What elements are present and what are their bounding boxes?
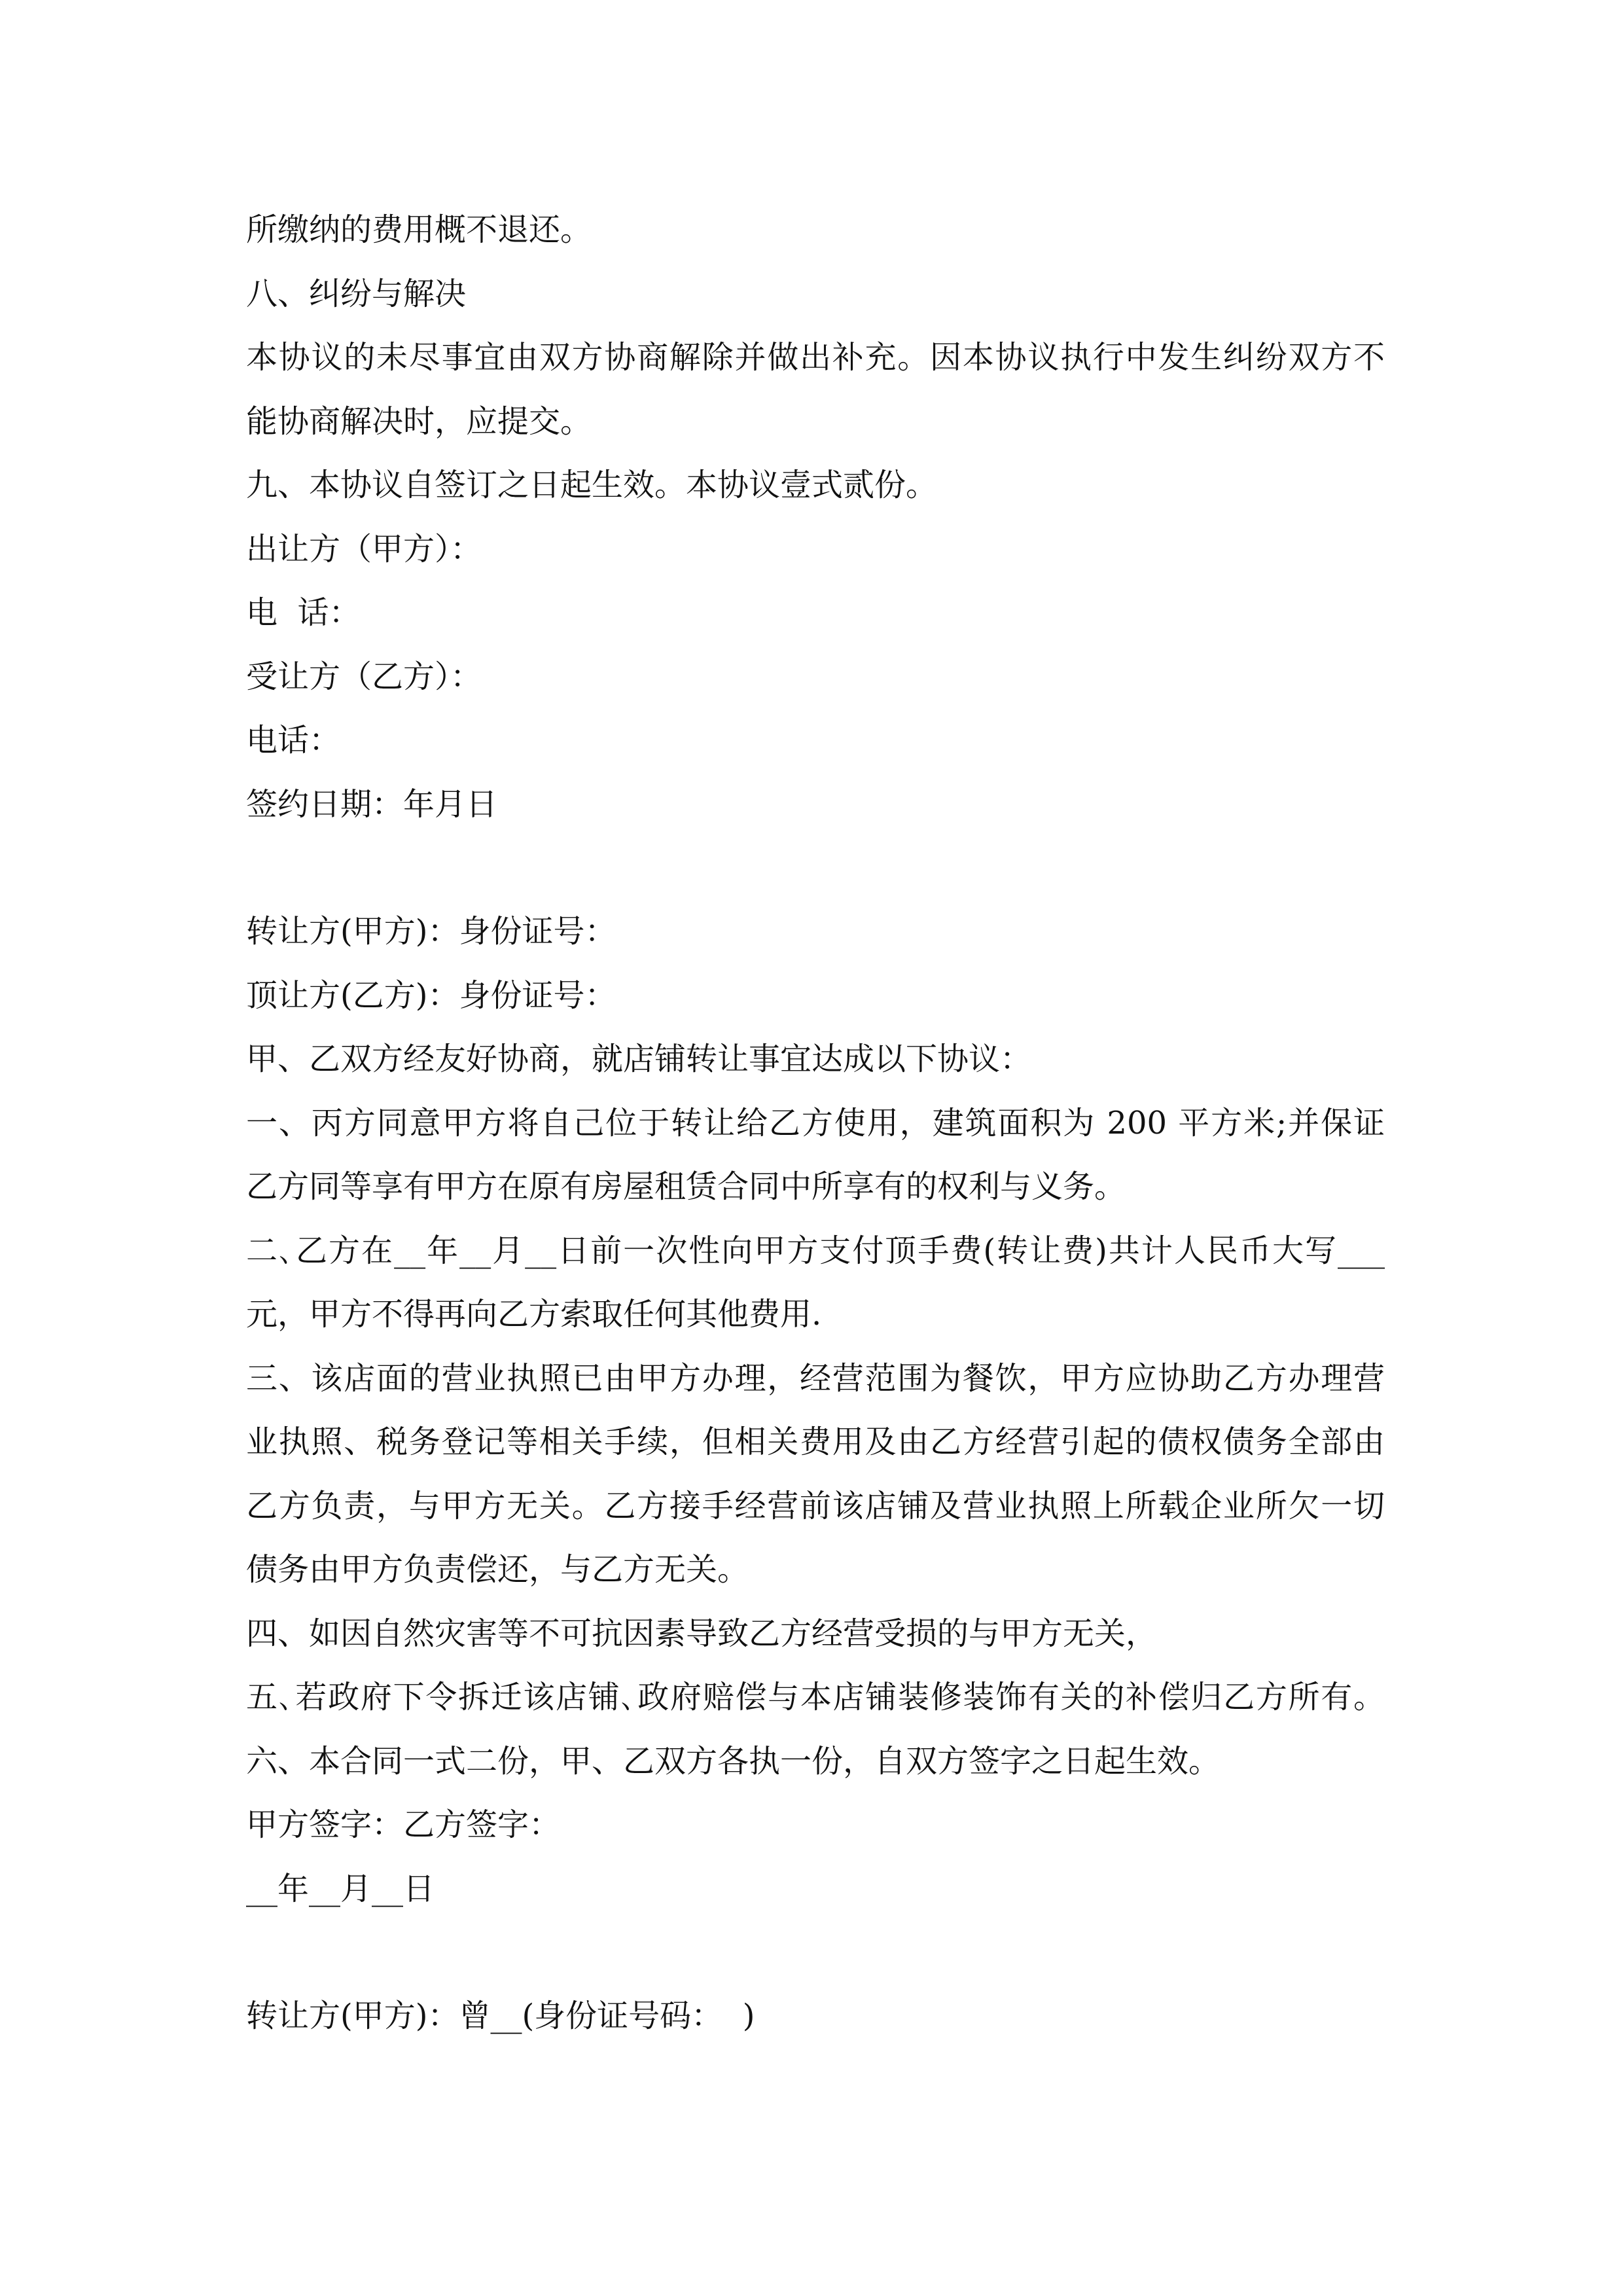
clause-line: 五､若政府下令拆迁该店铺､政府赔偿与本店铺装修装饰有关的补偿归乙方所有。 [246, 1679, 1385, 1715]
clause-line: 二､乙方在__年__月__日前一次性向甲方支付顶手费(转让费)共计人民币大写___ [246, 1232, 1385, 1269]
agreement-ending-section [246, 198, 1385, 836]
signature-label: 受让方（乙方）： [246, 658, 482, 695]
clause-line: 乙方同等享有甲方在原有房屋租赁合同中所享有的权利与义务。 [246, 1168, 1126, 1205]
text-line: 所缴纳的费用概不退还。 [246, 211, 592, 248]
text-line: 能协商解决时，应提交。 [246, 403, 592, 440]
clause-line: 一、丙方同意甲方将自己位于转让给乙方使用，建筑面积为 200 平方米;并保证 [246, 1104, 1385, 1141]
party-line: 顶让方(乙方)：身份证号： [246, 977, 616, 1014]
text-line: 甲、乙双方经友好协商，就店铺转让事宜达成以下协议： [246, 1041, 1032, 1077]
signature-label: 出让方（甲方）： [246, 530, 482, 567]
text-line: 本协议的未尽事宜由双方协商解除并做出补充。因本协议执行中发生纠纷双方不 [246, 339, 1385, 376]
party-line: 转让方(甲方)：身份证号： [246, 913, 616, 950]
date-label: 签约日期：年月日 [246, 785, 498, 823]
clause-line: 债务由甲方负责偿还，与乙方无关。 [246, 1551, 749, 1588]
clause-line: 业执照、税务登记等相关手续，但相关费用及由乙方经营引起的债权债务全部由 [246, 1424, 1385, 1460]
text-line: 九、本协议自签订之日起生效。本协议壹式贰份。 [246, 467, 938, 503]
shop-transfer-agreement [246, 900, 1385, 1921]
clause-line: 四、如因自然灾害等不可抗因素导致乙方经营受损的与甲方无关， [246, 1615, 1158, 1652]
signature-label: 电 话： [246, 594, 361, 631]
section-heading: 八、纠纷与解决 [246, 275, 467, 312]
party-line: 转让方(甲方)：曾__(身份证号码： ) [246, 1998, 755, 2034]
clause-line: 乙方负责，与甲方无关。乙方接手经营前该店铺及营业执照上所载企业所欠一切 [246, 1487, 1385, 1524]
signature-label: 甲方签字：乙方签字： [246, 1806, 561, 1843]
signature-label: 电话： [246, 722, 341, 759]
clause-line: 六、本合同一式二份，甲、乙双方各执一份，自双方签字之日起生效。 [246, 1742, 1221, 1780]
date-label: __年__月__日 [246, 1870, 435, 1907]
clause-line: 元，甲方不得再向乙方索取任何其他费用. [246, 1296, 822, 1333]
next-agreement-start [246, 1984, 1385, 2049]
clause-line: 三、该店面的营业执照已由甲方办理，经营范围为餐饮，甲方应协助乙方办理营 [246, 1359, 1385, 1397]
